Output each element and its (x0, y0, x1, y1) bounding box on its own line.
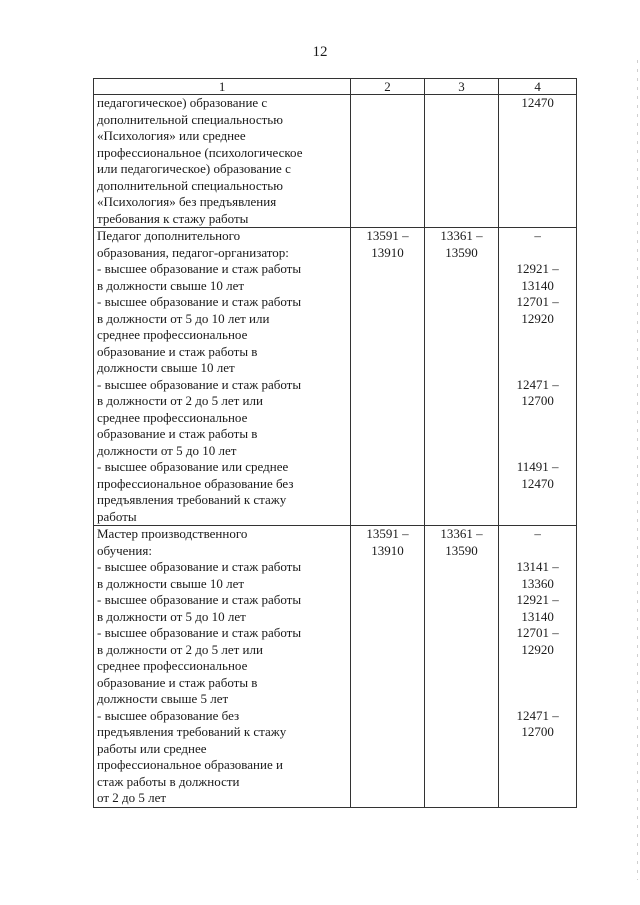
description-line: профессиональное образование и (97, 757, 283, 772)
description-line: работы (97, 508, 137, 524)
description-line: - высшее образование и стаж работы (97, 592, 302, 607)
description-line: в должности от 5 до 10 лет (97, 608, 246, 624)
description-line: образование и стаж работы в (97, 674, 258, 690)
column-header-1: 1 (94, 79, 351, 95)
description-line: - высшее образование без (97, 707, 240, 723)
salary-value: 12470 (521, 475, 554, 491)
salary-value: – (534, 228, 541, 243)
salary-cell-4 (499, 228, 577, 526)
salary-value: 12701 – (516, 294, 559, 309)
salary-cell-2 (351, 526, 425, 808)
salary-value: 13361 – (440, 228, 483, 243)
salary-value: 12470 (521, 95, 554, 110)
salary-cell-4 (499, 526, 577, 808)
salary-cell-4 (499, 95, 577, 228)
description-line: дополнительной специальностью (97, 177, 283, 193)
salary-value: 12920 (521, 310, 554, 326)
salary-value: 13361 – (440, 526, 483, 541)
description-line: должности свыше 10 лет (97, 360, 235, 375)
salary-value: 13591 – (366, 228, 409, 243)
description-line: стаж работы в должности (97, 773, 240, 789)
salary-value: 11491 – (516, 459, 559, 474)
description-line: в должности от 2 до 5 лет или (97, 393, 263, 408)
salary-value: 12471 – (516, 376, 559, 392)
description-line: образования, педагог-организатор: (97, 244, 289, 260)
description-line: среднее профессиональное (97, 327, 248, 342)
salary-cell-3 (424, 526, 499, 808)
position-description-cell (94, 526, 351, 808)
description-line: в должности от 2 до 5 лет или (97, 641, 263, 657)
description-line: «Психология» или среднее (97, 128, 246, 143)
description-line: - высшее образование и стаж работы (97, 294, 302, 309)
salary-value: 13910 (371, 542, 404, 558)
description-line: должности от 5 до 10 лет (97, 442, 237, 458)
scan-edge-artifact (637, 60, 638, 880)
description-line: Педагог дополнительного (97, 228, 241, 243)
salary-value: 13591 – (366, 526, 409, 541)
description-line: предъявления требований к стажу (97, 724, 287, 739)
description-line: - высшее образование и стаж работы (97, 376, 302, 392)
description-line: обучения: (97, 542, 152, 558)
salary-value: 13590 (445, 542, 478, 558)
description-line: работы или среднее (97, 740, 207, 756)
salary-table (93, 78, 577, 808)
table-header-row (94, 79, 577, 95)
salary-value: 13140 (521, 277, 554, 293)
salary-value: 12921 – (516, 261, 559, 276)
table-row (94, 228, 577, 526)
column-header-3: 3 (424, 79, 499, 95)
description-line: Мастер производственного (97, 526, 248, 541)
salary-value: 12700 (521, 393, 554, 408)
description-line: образование и стаж работы в (97, 343, 258, 359)
position-description-cell (94, 228, 351, 526)
column-header-2: 2 (351, 79, 425, 95)
salary-value: 12920 (521, 641, 554, 657)
description-line: или педагогическое) образование с (97, 161, 291, 176)
description-line: в должности от 5 до 10 лет или (97, 310, 270, 326)
salary-value: 13141 – (516, 559, 559, 574)
column-header-4: 4 (499, 79, 577, 95)
description-line: предъявления требований к стажу (97, 492, 287, 507)
description-line: - высшее образование и стаж работы (97, 261, 302, 276)
description-line: профессиональное образование без (97, 475, 294, 491)
salary-value: 12471 – (516, 707, 559, 723)
salary-value: 12701 – (516, 625, 559, 640)
description-line: педагогическое) образование с (97, 95, 268, 110)
description-line: в должности свыше 10 лет (97, 575, 245, 591)
description-line: требования к стажу работы (97, 210, 249, 226)
salary-cell-2 (351, 95, 425, 228)
salary-value: 13360 (521, 575, 554, 591)
description-line: дополнительной специальностью (97, 111, 283, 127)
description-line: - высшее образование или среднее (97, 459, 289, 474)
salary-value: – (534, 526, 541, 541)
description-line: образование и стаж работы в (97, 426, 258, 441)
page-number: 12 (312, 44, 328, 60)
description-line: среднее профессиональное (97, 658, 248, 673)
description-line: - высшее образование и стаж работы (97, 559, 302, 574)
salary-cell-3 (424, 228, 499, 526)
position-description-cell (94, 95, 351, 228)
description-line: от 2 до 5 лет (97, 790, 167, 805)
description-line: профессиональное (психологическое (97, 144, 303, 160)
salary-value: 13140 (521, 608, 554, 624)
table-row (94, 526, 577, 808)
description-line: - высшее образование и стаж работы (97, 625, 302, 640)
salary-cell-2 (351, 228, 425, 526)
salary-cell-3 (424, 95, 499, 228)
table-row (94, 95, 577, 228)
salary-value: 13910 (371, 244, 404, 260)
description-line: «Психология» без предъявления (97, 194, 277, 209)
description-line: среднее профессиональное (97, 409, 248, 425)
salary-value: 12921 – (516, 592, 559, 607)
description-line: в должности свыше 10 лет (97, 277, 245, 293)
description-line: должности свыше 5 лет (97, 691, 229, 706)
salary-value: 12700 (521, 724, 554, 739)
salary-value: 13590 (445, 244, 478, 260)
